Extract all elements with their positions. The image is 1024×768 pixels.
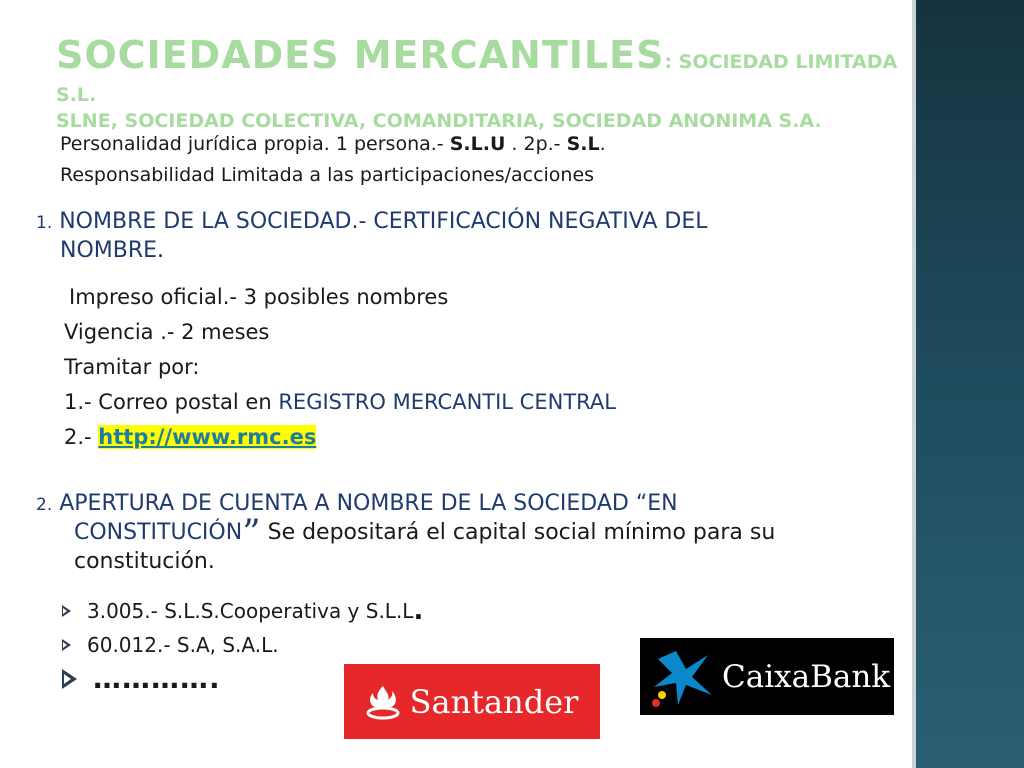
option-1-text: 1.- Correo postal en (64, 390, 279, 414)
intro-line1-a: Personalidad jurídica propia. 1 persona.- (60, 133, 450, 155)
bullet-3-text: …………. (93, 662, 221, 695)
intro-line2: Responsabilidad Limitada a las participaciones/acciones (60, 164, 595, 186)
title-line2: SLNE, SOCIEDAD COLECTIVA, COMANDITARIA, SOCIEDAD ANONIMA S.A. (56, 110, 822, 132)
option-2-line (64, 420, 616, 455)
intro-slu: S.L.U (449, 133, 506, 155)
intro-text (60, 129, 606, 191)
option-2-text: 2.- (64, 425, 99, 449)
registro-mercantil-central: REGISTRO MERCANTIL CENTRAL (278, 390, 616, 414)
step-2 (36, 490, 886, 576)
intro-line1-e: . (599, 133, 606, 155)
intro-line1 (60, 129, 606, 160)
slide-title (56, 33, 906, 132)
arrow-bullet-icon (62, 639, 71, 651)
arrow-bullet-icon (62, 605, 71, 617)
santander-flame-icon (366, 684, 400, 720)
step-1-heading-b: NOMBRE (60, 238, 158, 263)
santander-wordmark: Santander (409, 682, 579, 721)
intro-line1-c: . 2p.- (505, 133, 567, 155)
step-1-heading-a: NOMBRE DE LA SOCIEDAD.- CERTIFICACIÓN NEGATIVA DEL (52, 209, 708, 234)
bullet-1-dot: . (413, 596, 424, 626)
vigencia-line: Vigencia .- 2 meses (64, 320, 270, 344)
tramitar-line: Tramitar por: (64, 355, 200, 379)
bullet-item (62, 628, 423, 662)
caixabank-wordmark: CaixaBank (722, 658, 891, 695)
impreso-line: Impreso oficial.- 3 posibles nombres (69, 285, 449, 309)
step-2-heading-a: APERTURA DE CUENTA A NOMBRE DE LA SOCIEDAD “EN (52, 491, 678, 516)
santander-logo (344, 664, 600, 739)
step-1-heading-c: . (157, 238, 165, 263)
bullet-2-text: 60.012.- S.A, S.A.L. (87, 633, 279, 657)
step-2-text-b: constitución. (74, 549, 215, 574)
step-2-number: 2. (36, 495, 53, 515)
title-main: SOCIEDADES MERCANTILES (56, 33, 665, 77)
intro-sl: S.L (566, 133, 600, 155)
caixabank-logo (640, 638, 894, 715)
closing-quote: ” (242, 513, 261, 554)
arrow-bullet-icon (62, 669, 77, 689)
bullet-item (62, 594, 423, 628)
caixabank-star-icon (646, 645, 716, 709)
step-1-number: 1. (36, 213, 53, 233)
step-1 (36, 208, 886, 265)
bullet-1-text: 3.005.- S.L.S.Cooperativa y S.L.L (87, 599, 414, 623)
title-sub: : SOCIEDAD LIMITADA S.L. (56, 51, 898, 106)
option-1-line (64, 385, 616, 420)
right-sidebar-decoration (912, 0, 1024, 768)
step-1-details (64, 280, 616, 455)
step-2-heading-b: CONSTITUCIÓN (74, 520, 243, 545)
rmc-link[interactable]: http://www.rmc.es (98, 425, 317, 449)
step-2-text-a: Se depositará el capital social mínimo para su (260, 520, 776, 545)
